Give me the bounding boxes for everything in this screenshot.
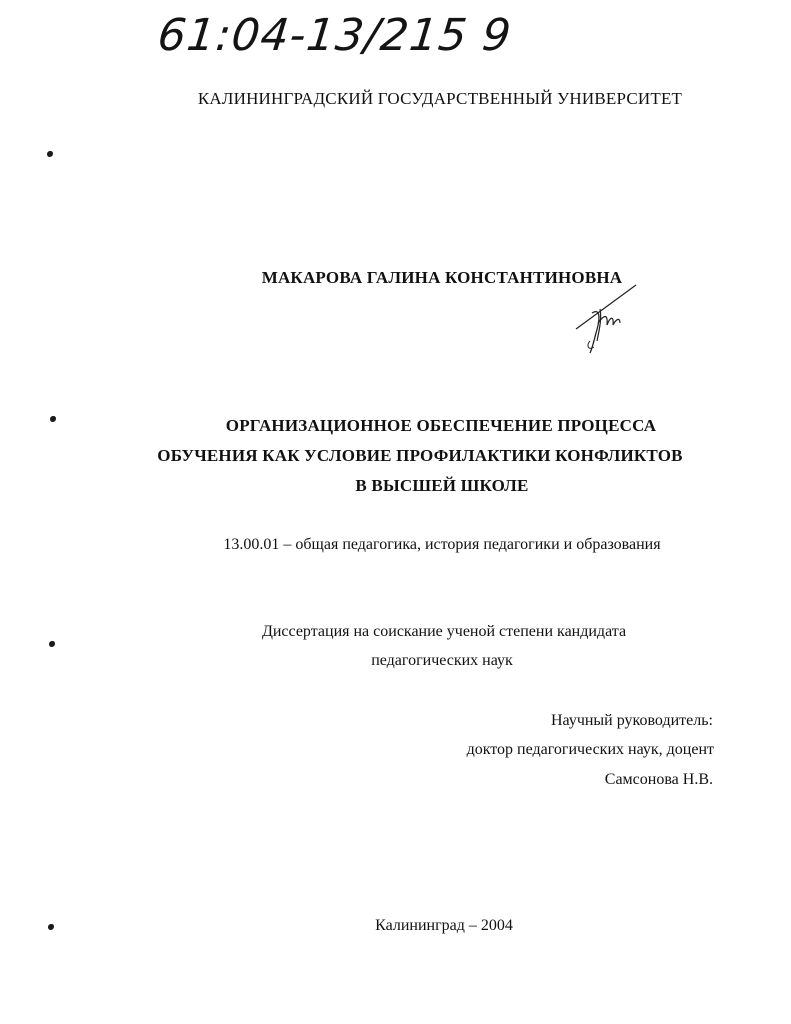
author-signature — [572, 283, 642, 355]
advisor-name: Самсонова Н.В. — [604, 771, 713, 788]
advisor-degree: доктор педагогических наук, доцент — [466, 741, 714, 758]
binding-hole-mark — [49, 641, 55, 647]
specialty-code: 13.00.01 – общая педагогика, история педагогики и образования — [223, 536, 661, 553]
archive-number: 61:04-13/215 9 — [155, 10, 515, 61]
degree-statement-line-2: педагогических наук — [371, 652, 513, 669]
dissertation-title-line-2: ОБУЧЕНИЯ КАК УСЛОВИЕ ПРОФИЛАКТИКИ КОНФЛИКТОВ — [157, 446, 683, 465]
dissertation-title-line-3: В ВЫСШЕЙ ШКОЛЕ — [355, 476, 529, 495]
binding-hole-mark — [48, 924, 54, 930]
advisor-label: Научный руководитель: — [550, 712, 713, 729]
university-name: КАЛИНИНГРАДСКИЙ ГОСУДАРСТВЕННЫЙ УНИВЕРСИТЕТ — [197, 89, 683, 108]
degree-statement-line-1: Диссертация на соискание ученой степени кандидата — [261, 623, 627, 640]
binding-hole-mark — [50, 416, 56, 422]
city-year: Калининград – 2004 — [375, 917, 513, 934]
dissertation-title-line-1: ОРГАНИЗАЦИОННОЕ ОБЕСПЕЧЕНИЕ ПРОЦЕССА — [225, 416, 657, 435]
binding-hole-mark — [47, 151, 53, 157]
author-name: МАКАРОВА ГАЛИНА КОНСТАНТИНОВНА — [261, 268, 623, 287]
